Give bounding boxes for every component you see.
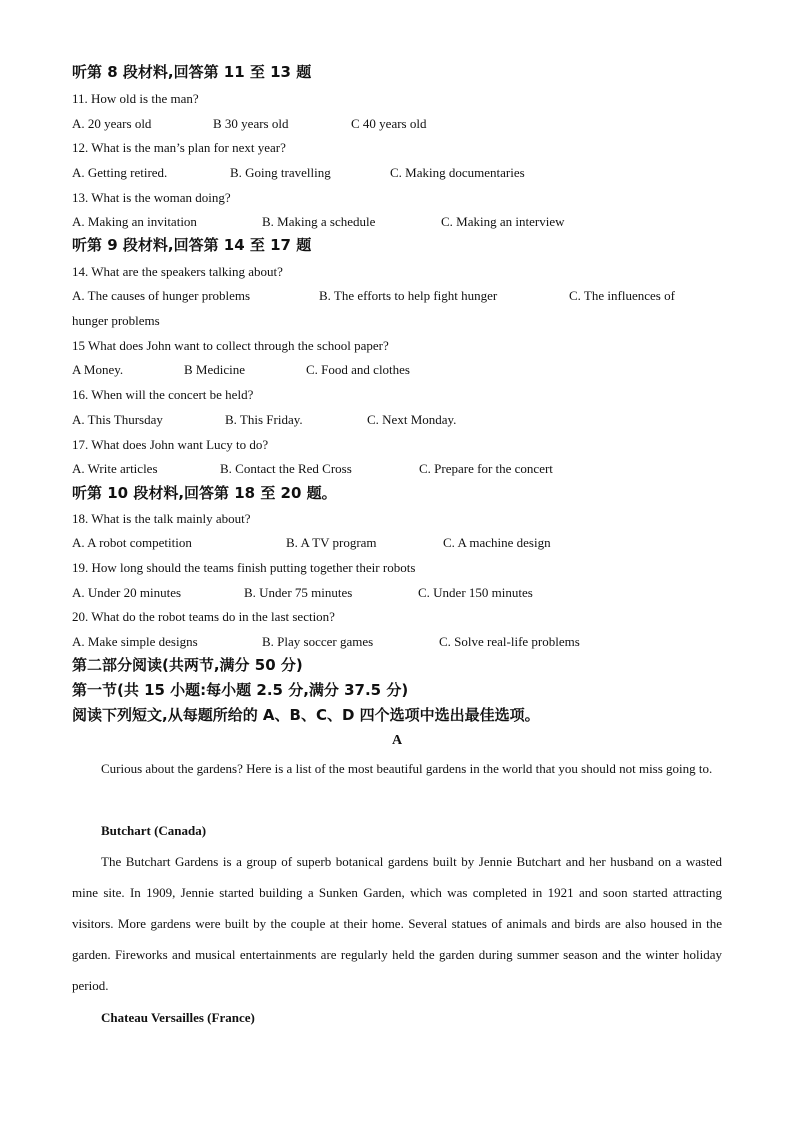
q17-option-b: B. Contact the Red Cross (220, 461, 352, 476)
q16-option-a: A. This Thursday (72, 412, 163, 427)
q18-option-a: A. A robot competition (72, 535, 192, 550)
q14-option-c-continued: hunger problems (72, 313, 160, 328)
q15-option-b: B Medicine (184, 362, 246, 377)
section-8-header: 听第 8 段材料,回答第 11 至 13 题 (72, 63, 312, 81)
passage-intro: Curious about the gardens? Here is a list of the most beautiful gardens in the world that you should not miss going to. (101, 761, 713, 776)
q15-option-a: A Money. (72, 362, 124, 377)
paragraph-butchart: The Butchart Gardens is a group of superb botanical gardens built by Jennie Butchart and her husband on a wasted mine site. In 1909, Jennie started building a Sunken Garden, which was completed in 1921 and soon started attracting visitors. More gardens were built by the couple at their home. Several statues of animals and birds are also housed in the garden. Fireworks and musical entertainments are regularly held the garden during summer season and the winter holiday period. (72, 854, 722, 993)
question-20: 20. What do the robot teams do in the last section? (72, 609, 335, 624)
question-13: 13. What is the woman doing? (72, 190, 231, 205)
q14-option-c: C. The influences of (569, 288, 675, 303)
question-16: 16. When will the concert be held? (72, 387, 254, 402)
q15-option-c: C. Food and clothes (306, 362, 410, 377)
q19-option-b: B. Under 75 minutes (244, 585, 353, 600)
q19-option-a: A. Under 20 minutes (72, 585, 182, 600)
question-14: 14. What are the speakers talking about? (72, 264, 283, 279)
q11-option-b: B 30 years old (213, 116, 289, 131)
q11-option-a: A. 20 years old (72, 116, 152, 131)
section-9-header: 听第 9 段材料,回答第 14 至 17 题 (72, 236, 312, 254)
q14-option-b: B. The efforts to help fight hunger (319, 288, 498, 303)
section-1-header: 第一节(共 15 小题:每小题 2.5 分,满分 37.5 分) (72, 681, 409, 699)
q20-option-b: B. Play soccer games (262, 634, 374, 649)
q17-option-c: C. Prepare for the concert (419, 461, 553, 476)
q12-option-c: C. Making documentaries (390, 165, 525, 180)
question-17: 17. What does John want Lucy to do? (72, 437, 269, 452)
q20-option-a: A. Make simple designs (72, 634, 198, 649)
part-2-header: 第二部分阅读(共两节,满分 50 分) (72, 656, 303, 674)
question-11: 11. How old is the man? (72, 91, 199, 106)
q19-option-c: C. Under 150 minutes (418, 585, 533, 600)
question-15: 15 What does John want to collect through the school paper? (72, 338, 389, 353)
subheading-versailles: Chateau Versailles (France) (101, 1010, 255, 1025)
q16-option-c: C. Next Monday. (367, 412, 457, 427)
question-12: 12. What is the man’s plan for next year? (72, 140, 286, 155)
question-18: 18. What is the talk mainly about? (72, 511, 251, 526)
q14-option-a: A. The causes of hunger problems (72, 288, 251, 303)
q18-option-c: C. A machine design (443, 535, 551, 550)
reading-instructions: 阅读下列短文,从每题所给的 A、B、C、D 四个选项中选出最佳选项。 (72, 706, 540, 724)
q13-option-b: B. Making a schedule (262, 214, 376, 229)
passage-letter: A (391, 733, 403, 748)
q12-option-b: B. Going travelling (230, 165, 331, 180)
q17-option-a: A. Write articles (72, 461, 158, 476)
q11-option-c: C 40 years old (351, 116, 427, 131)
q13-option-c: C. Making an interview (441, 214, 565, 229)
q18-option-b: B. A TV program (286, 535, 377, 550)
q13-option-a: A. Making an invitation (72, 214, 197, 229)
subheading-butchart: Butchart (Canada) (101, 823, 207, 838)
q16-option-b: B. This Friday. (225, 412, 303, 427)
q12-option-a: A. Getting retired. (72, 165, 168, 180)
q20-option-c: C. Solve real-life problems (439, 634, 580, 649)
question-19: 19. How long should the teams finish putting together their robots (72, 560, 416, 575)
section-10-header: 听第 10 段材料,回答第 18 至 20 题。 (72, 484, 337, 502)
